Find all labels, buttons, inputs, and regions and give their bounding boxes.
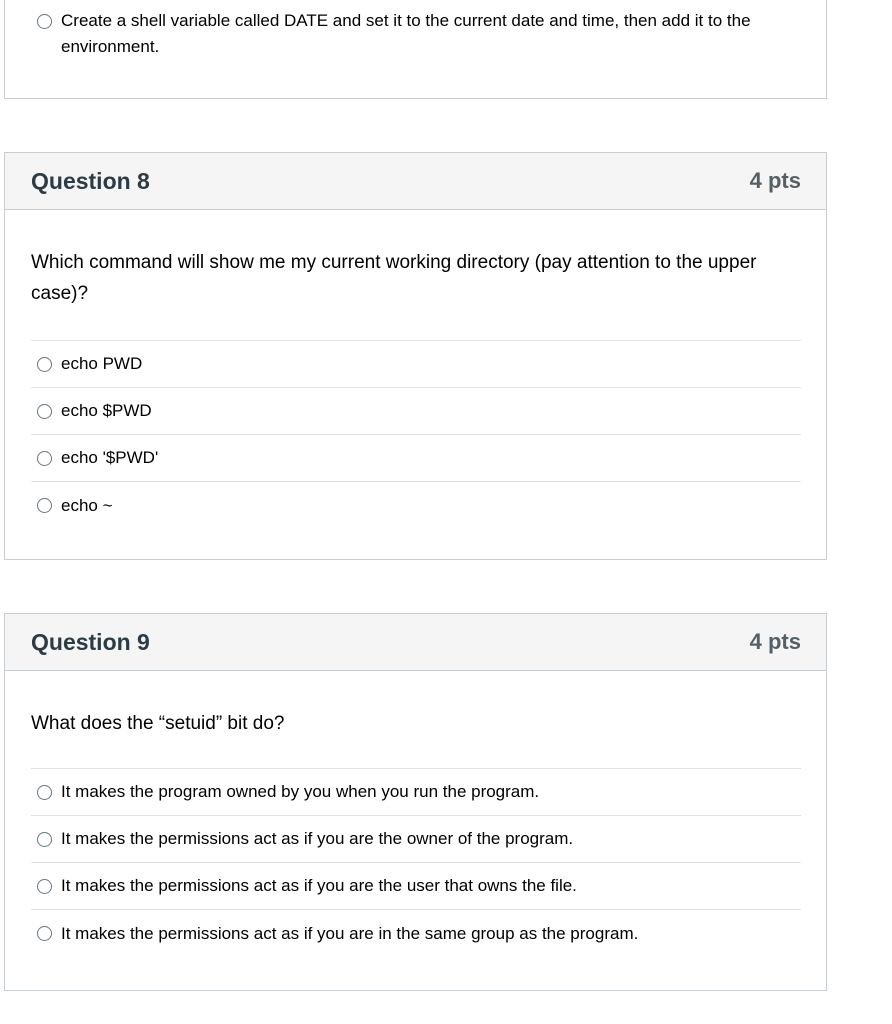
- radio-button[interactable]: [37, 357, 52, 372]
- answer-label: It makes the permissions act as if you are the owner of the program.: [61, 829, 574, 848]
- answer-option[interactable]: [31, 435, 801, 482]
- answer-list: [31, 340, 801, 529]
- radio-button[interactable]: [37, 498, 52, 513]
- question-points: 4 pts: [749, 168, 801, 193]
- answer-label: Create a shell variable called DATE and set it to the current date and time, then add it to the environment.: [61, 11, 751, 56]
- question-text: What does the “setuid” bit do?: [31, 713, 285, 734]
- answer-label: It makes the permissions act as if you are in the same group as the program.: [61, 923, 639, 943]
- question-title: Question 8: [31, 167, 150, 194]
- answer-option[interactable]: [31, 482, 801, 529]
- answer-label: It makes the program owned by you when you run the program.: [61, 782, 540, 801]
- answer-label: echo ~: [61, 495, 113, 515]
- radio-button[interactable]: [37, 926, 52, 941]
- answer-label: echo '$PWD': [61, 448, 159, 467]
- question-header: [5, 614, 826, 671]
- radio-button[interactable]: [37, 832, 52, 847]
- radio-button[interactable]: [37, 879, 52, 894]
- question-header: [5, 153, 826, 210]
- question-title: Question 9: [31, 628, 150, 655]
- question-body: [5, 671, 826, 957]
- answer-option[interactable]: [31, 816, 801, 863]
- answer-label: echo $PWD: [61, 401, 152, 420]
- answer-option[interactable]: [5, 0, 826, 60]
- answer-list: [31, 768, 801, 957]
- answer-option[interactable]: [31, 769, 801, 816]
- radio-button[interactable]: [37, 404, 52, 419]
- radio-button[interactable]: [37, 785, 52, 800]
- question-text: Which command will show me my current working directory (pay attention to the upper case)?: [31, 252, 757, 304]
- question-8-card: [4, 152, 827, 560]
- radio-button[interactable]: [37, 451, 52, 466]
- answer-option[interactable]: [31, 341, 801, 388]
- question-9-card: [4, 613, 827, 991]
- answer-label: It makes the permissions act as if you are the user that owns the file.: [61, 876, 577, 895]
- question-points: 4 pts: [749, 629, 801, 654]
- answer-option[interactable]: [31, 863, 801, 910]
- answer-label: echo PWD: [61, 354, 143, 373]
- radio-button[interactable]: [37, 14, 52, 29]
- question-7-card: [4, 0, 827, 99]
- answer-option[interactable]: [31, 910, 801, 957]
- question-body: [5, 210, 826, 529]
- answer-option[interactable]: [31, 388, 801, 435]
